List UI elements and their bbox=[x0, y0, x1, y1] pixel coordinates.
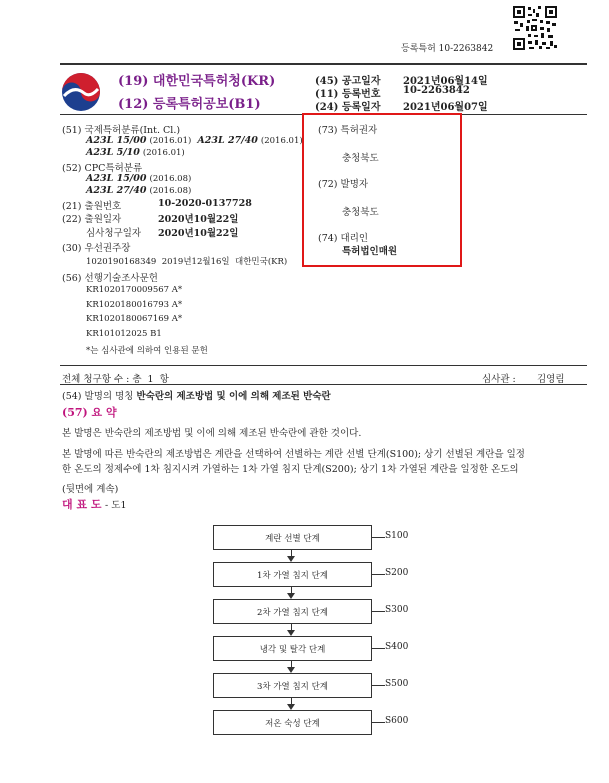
priority-value: 1020190168349 2019년12월16일 대한민국(KR) bbox=[86, 257, 288, 267]
flow-leader-line bbox=[371, 722, 385, 723]
flow-step-box bbox=[213, 599, 372, 624]
prior-art-item: KR1020170009567 A* bbox=[86, 285, 183, 295]
ipc-code: A23L 15/00 bbox=[86, 135, 147, 146]
flow-step-box bbox=[213, 636, 372, 661]
inventor-value: 충청북도 bbox=[342, 207, 379, 218]
abstract-paragraph-2-line-2: 한 온도의 정제수에 1차 침지시켜 가열하는 1차 가열 침지 단계(S200); 상기 1차 가열된 계란을 일정한 온도의 bbox=[62, 464, 519, 475]
flow-step-box bbox=[213, 710, 372, 735]
ipc-year: (2016.01) bbox=[149, 136, 192, 146]
registration-number-header: 등록특허 10-2263842 bbox=[401, 44, 494, 54]
ipc-row-1 bbox=[86, 135, 303, 146]
exam-date: 2020년10월22일 bbox=[158, 228, 239, 239]
cpc-row-1 bbox=[86, 173, 191, 184]
flow-step-label: 3차 가열 침지 단계 bbox=[257, 681, 328, 692]
top-rule bbox=[60, 63, 587, 65]
cpc-code: A23L 27/40 bbox=[86, 185, 147, 196]
flow-step-box bbox=[213, 562, 372, 587]
owner-value: 충청북도 bbox=[342, 153, 379, 164]
kipo-emblem-icon bbox=[60, 71, 102, 113]
abstract-heading: (57) 요 약 bbox=[62, 406, 117, 419]
pub-date: 2021년06월14일 bbox=[403, 76, 488, 87]
flow-step-code: S400 bbox=[385, 642, 409, 652]
app-date: 2020년10월22일 bbox=[158, 214, 239, 225]
app-no: 10-2020-0137728 bbox=[158, 198, 252, 209]
cpc-label: (52) CPC특허분류 bbox=[62, 163, 143, 174]
cpc-year: (2016.08) bbox=[149, 174, 192, 184]
publication-type: (12) 등록특허공보(B1) bbox=[118, 97, 261, 112]
flow-arrow bbox=[291, 697, 292, 704]
prior-art-label: (56) 선행기술조사문헌 bbox=[62, 273, 158, 284]
qr-code-icon bbox=[512, 5, 558, 51]
flow-step-code: S500 bbox=[385, 679, 409, 689]
prior-art-item: KR1020180016793 A* bbox=[86, 300, 183, 310]
prior-art-item: KR101012025 B1 bbox=[86, 329, 162, 339]
pub-date-label: (45) 공고일자 bbox=[315, 76, 381, 87]
ipc-label: (51) 국제특허분류(Int. Cl.) bbox=[62, 125, 181, 136]
abstract-paragraph-2-line-1: 본 발명에 따른 반숙란의 제조방법은 계란을 선택하여 선별하는 계란 선별 단계(S100); 상기 선별된 계란을 일정 bbox=[62, 449, 525, 460]
flow-step-box bbox=[213, 525, 372, 550]
ipc-year: (2016.01) bbox=[142, 148, 185, 158]
flow-leader-line bbox=[371, 574, 385, 575]
continued-note: (뒷면에 계속) bbox=[62, 484, 119, 495]
exam-date-label: 심사청구일자 bbox=[86, 228, 142, 239]
reg-date-label: (24) 등록일자 bbox=[315, 102, 381, 113]
claims-top-rule bbox=[60, 365, 587, 366]
app-no-label: (21) 출원번호 bbox=[62, 201, 122, 212]
flow-step-code: S200 bbox=[385, 568, 409, 578]
flow-step-code: S300 bbox=[385, 605, 409, 615]
representative-drawing bbox=[62, 496, 127, 512]
flow-arrow bbox=[291, 660, 292, 667]
cpc-code: A23L 15/00 bbox=[86, 173, 147, 184]
agent-label: (74) 대리인 bbox=[318, 233, 369, 244]
agent-value: 특허법인매원 bbox=[342, 246, 398, 257]
flow-arrow bbox=[291, 549, 292, 556]
flow-leader-line bbox=[371, 648, 385, 649]
flow-arrow bbox=[291, 623, 292, 630]
flow-step-label: 저온 숙성 단계 bbox=[265, 718, 320, 729]
cpc-row-2 bbox=[86, 185, 191, 196]
cpc-year: (2016.08) bbox=[149, 186, 192, 196]
highlight-box bbox=[302, 113, 462, 267]
priority-label: (30) 우선권주장 bbox=[62, 243, 131, 254]
office-name: (19) 대한민국특허청(KR) bbox=[118, 74, 276, 89]
reg-date: 2021년06월07일 bbox=[403, 102, 488, 113]
invention-title: 반숙란의 제조방법 및 이에 의해 제조된 반숙란 bbox=[136, 391, 331, 402]
flow-step-label: 2차 가열 침지 단계 bbox=[257, 607, 328, 618]
examiner-name: 김영림 bbox=[537, 374, 565, 385]
reg-no: 10-2263842 bbox=[403, 85, 470, 96]
ipc-code: A23L 5/10 bbox=[86, 147, 140, 158]
abstract-paragraph-1: 본 발명은 반숙란의 제조방법 및 이에 의해 제조된 반숙란에 관한 것이다. bbox=[62, 428, 362, 439]
app-date-label: (22) 출원일자 bbox=[62, 214, 122, 225]
flow-leader-line bbox=[371, 685, 385, 686]
flow-leader-line bbox=[371, 611, 385, 612]
flow-leader-line bbox=[371, 537, 385, 538]
examiner-label: 심사관 : bbox=[482, 374, 516, 385]
flow-step-box bbox=[213, 673, 372, 698]
rep-label: 대 표 도 bbox=[62, 498, 102, 511]
flow-arrow bbox=[291, 586, 292, 593]
ipc-code: A23L 27/40 bbox=[197, 135, 258, 146]
total-claims: 전체 청구항 수 : 총 1 항 bbox=[62, 374, 169, 385]
prior-art-note: *는 심사관에 의하여 인용된 문헌 bbox=[86, 346, 208, 356]
ipc-row-2 bbox=[86, 147, 185, 158]
inventor-label: (72) 발명자 bbox=[318, 179, 369, 190]
rep-value: - 도1 bbox=[105, 500, 127, 511]
flow-step-code: S600 bbox=[385, 716, 409, 726]
ipc-year: (2016.01) bbox=[260, 136, 303, 146]
reg-no-label: (11) 등록번호 bbox=[315, 89, 381, 100]
owner-label: (73) 특허권자 bbox=[318, 125, 378, 136]
flow-step-label: 1차 가열 침지 단계 bbox=[257, 570, 328, 581]
title-line bbox=[62, 388, 331, 402]
flow-step-code: S100 bbox=[385, 531, 409, 541]
claims-bottom-rule bbox=[60, 384, 587, 385]
flow-step-label: 계란 선별 단계 bbox=[265, 533, 320, 544]
prior-art-item: KR1020180067169 A* bbox=[86, 314, 183, 324]
title-label: (54) 발명의 명칭 bbox=[62, 391, 134, 402]
flow-step-label: 냉각 및 탈각 단계 bbox=[259, 644, 326, 655]
